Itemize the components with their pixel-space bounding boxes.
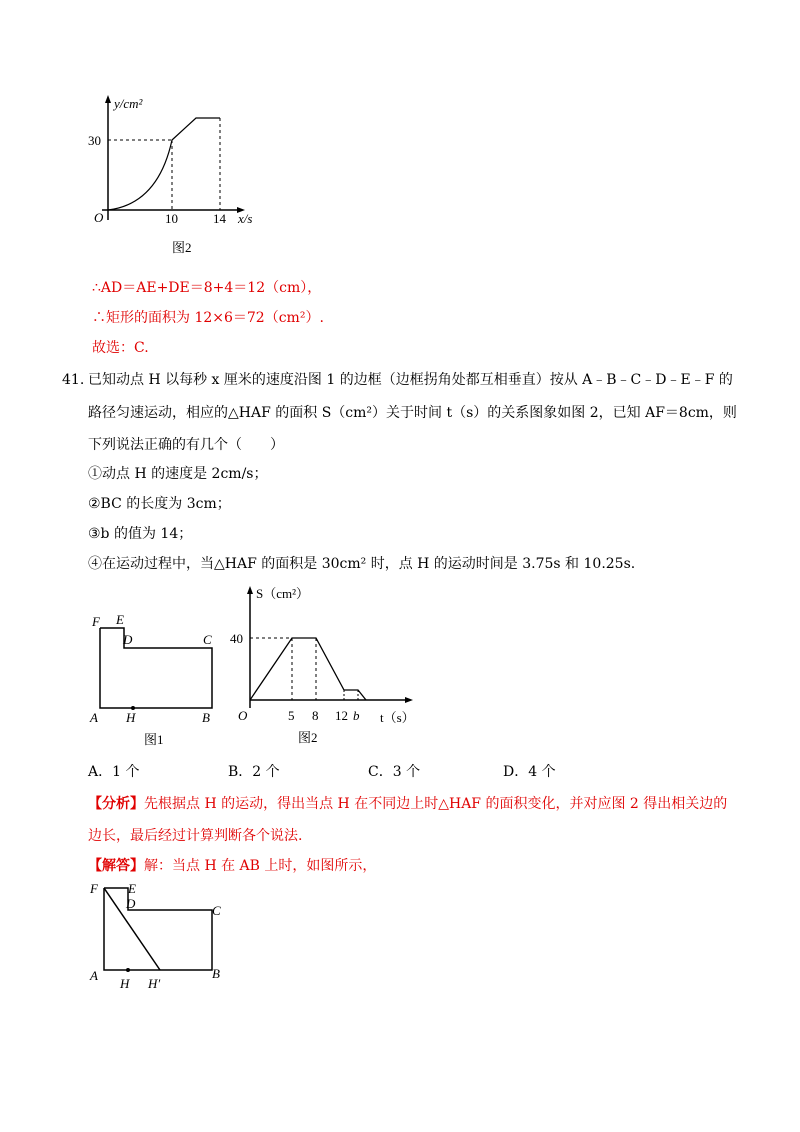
y-label: S（cm²） xyxy=(256,586,310,601)
y-label: y/cm² xyxy=(114,96,143,111)
figure-caption: 图2 xyxy=(172,240,192,255)
statement-4: ④在运动过程中，当△HAF 的面积是 30cm² 时，点 H 的运动时间是 3.75s 和 10.25s. xyxy=(88,556,636,572)
x-tick-14: 14 xyxy=(213,211,226,226)
question-number: 41. xyxy=(62,372,85,388)
label-c: C xyxy=(203,632,212,647)
solution-line-3: 故选：C. xyxy=(92,340,149,356)
x-tick-5: 5 xyxy=(288,708,295,723)
y-axis-arrow xyxy=(247,586,253,594)
x-tick-8: 8 xyxy=(312,708,319,723)
label-b: B xyxy=(202,710,210,725)
y-tick-40: 40 xyxy=(230,631,243,646)
figure-3-frame xyxy=(86,878,236,998)
option-b[interactable]: B．2 个 xyxy=(228,764,280,780)
question-stem-2: 路径匀速运动，相应的△HAF 的面积 S（cm²）关于时间 t（s）的关系图象如图 2，已知 AF＝8cm，则 xyxy=(88,405,737,421)
figure-2-graph xyxy=(230,582,430,752)
y-tick-30: 30 xyxy=(88,133,101,148)
label-h: H xyxy=(126,710,136,725)
analysis-tag: 【分析】 xyxy=(88,796,144,812)
origin-label: O xyxy=(94,210,104,225)
y-axis-arrow xyxy=(105,95,111,103)
label-c: C xyxy=(212,903,221,918)
label-f: F xyxy=(90,881,98,896)
figure-2-caption: 图2 xyxy=(298,730,318,745)
question-stem-1: 已知动点 H 以每秒 x 厘米的速度沿图 1 的边框（边框拐角处都互相垂直）按从 A﹣B﹣C﹣D﹣E﹣F 的 xyxy=(88,372,733,388)
label-d: D xyxy=(126,896,136,911)
x-tick-10: 10 xyxy=(165,211,178,226)
label-f: F xyxy=(92,614,100,629)
label-e: E xyxy=(116,612,124,627)
option-d[interactable]: D．4 个 xyxy=(503,764,556,780)
origin-label: O xyxy=(238,708,248,723)
x-label: t（s） xyxy=(380,710,415,725)
label-b: B xyxy=(212,966,220,981)
analysis-line-1 xyxy=(88,794,727,814)
analysis-line-2: 边长，最后经过计算判断各个说法. xyxy=(88,828,303,844)
frame-path xyxy=(104,888,212,970)
label-d: D xyxy=(123,632,133,647)
frame-path xyxy=(100,628,212,708)
x-label: x/s xyxy=(238,211,253,226)
x-axis-arrow xyxy=(405,697,413,703)
statement-1: ①动点 H 的速度是 2cm/s； xyxy=(88,466,268,482)
analysis-text-1: 先根据点 H 的运动，得出当点 H 在不同边上时△HAF 的面积变化，并对应图 2 得出相关边的 xyxy=(144,796,728,812)
answer-tag: 【解答】 xyxy=(88,858,144,874)
label-a: A xyxy=(90,968,98,983)
x-tick-12: 12 xyxy=(335,708,348,723)
option-a[interactable]: A．1 个 xyxy=(88,764,140,780)
answer-line-1 xyxy=(88,856,376,876)
x-tick-b: b xyxy=(353,708,360,723)
statement-3: ③b 的值为 14； xyxy=(88,526,193,542)
answer-text-1: 解：当点 H 在 AB 上时，如图所示， xyxy=(144,858,377,874)
curve xyxy=(108,118,220,210)
figure-1-frame xyxy=(88,608,228,748)
point-h-dot xyxy=(126,968,130,972)
solution-line-2: ∴矩形的面积为 12×6＝72（cm²）. xyxy=(92,310,324,326)
option-c[interactable]: C．3 个 xyxy=(368,764,421,780)
question-stem-3: 下列说法正确的有几个（ ） xyxy=(88,437,284,453)
statement-2: ②BC 的长度为 3cm； xyxy=(88,496,231,512)
label-e: E xyxy=(128,881,136,896)
figure-top-graph xyxy=(88,92,268,262)
solution-line-1: ∴AD＝AE+DE＝8+4＝12（cm）， xyxy=(92,280,322,296)
figure-1-caption: 图1 xyxy=(144,732,164,747)
graph-line xyxy=(250,638,366,700)
label-hprime: H′ xyxy=(148,976,161,991)
label-a: A xyxy=(90,710,98,725)
label-h: H xyxy=(120,976,130,991)
